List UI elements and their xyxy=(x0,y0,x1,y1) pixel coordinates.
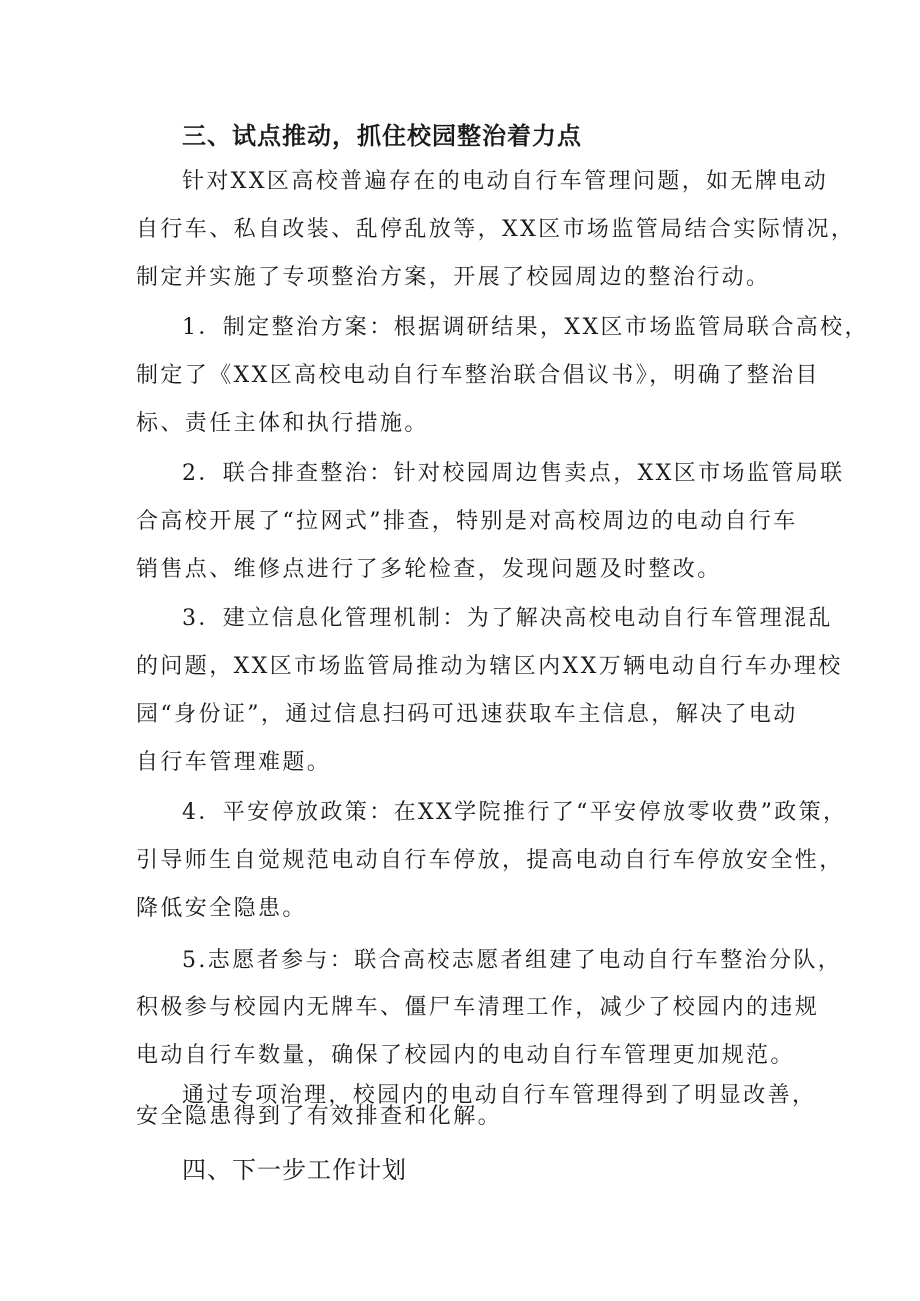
item-4-line-2: 引导师生自觉规范电动自行车停放，提高电动自行车停放安全性， xyxy=(136,848,844,873)
item-4-line-1: 4．平安停放政策：在XX学院推行了“平安停放零收费”政策， xyxy=(182,800,848,825)
item-3-line-3: 园“身份证”，通过信息扫码可迅速获取车主信息，解决了电动 xyxy=(136,702,798,727)
item-3-line-1: 3．建立信息化管理机制：为了解决高校电动自行车管理混乱 xyxy=(182,606,833,631)
item-5-line-2: 积极参与校园内无牌车、僵尸车清理工作，减少了校园内的违规 xyxy=(136,995,820,1020)
intro-line-1: 针对XX区高校普遍存在的电动自行车管理问题，如无牌电动 xyxy=(182,169,829,194)
item-4-line-3: 降低安全隐患。 xyxy=(136,896,307,921)
summary-line-2: 安全隐患得到了有效排查和化解。 xyxy=(136,1104,503,1129)
item-3-line-4: 自行车管理难题。 xyxy=(136,750,332,775)
item-2-line-2: 合高校开展了“拉网式”排查，特别是对高校周边的电动自行车 xyxy=(136,509,798,534)
section-4-heading: 四、下一步工作计划 xyxy=(182,1156,407,1184)
item-2-line-1: 2．联合排查整治：针对校园周边售卖点，XX区市场监管局联 xyxy=(182,461,845,486)
item-5-line-1: 5.志愿者参与：联合高校志愿者组建了电动自行车整治分队， xyxy=(182,948,843,973)
item-2-line-3: 销售点、维修点进行了多轮检查，发现问题及时整改。 xyxy=(136,557,722,582)
item-1-line-1: 1．制定整治方案：根据调研结果，XX区市场监管局联合高校， xyxy=(182,315,869,340)
summary-line-1: 通过专项治理，校园内的电动自行车管理得到了明显改善， xyxy=(182,1083,817,1108)
intro-line-3: 制定并实施了专项整治方案，开展了校园周边的整治行动。 xyxy=(136,265,771,290)
section-3-heading: 三、试点推动，抓住校园整治着力点 xyxy=(182,122,582,150)
item-3-line-2: 的问题，XX区市场监管局推动为辖区内XX万辆电动自行车办理校 xyxy=(136,654,843,679)
item-5-line-3: 电动自行车数量，确保了校园内的电动自行车管理更加规范。 xyxy=(136,1043,795,1068)
intro-line-2: 自行车、私自改装、乱停乱放等，XX区市场监管局结合实际情况， xyxy=(136,217,856,242)
item-1-line-2: 制定了《XX区高校电动自行车整治联合倡议书》，明确了整治目 xyxy=(136,363,820,388)
item-1-line-3: 标、责任主体和执行措施。 xyxy=(136,411,429,436)
